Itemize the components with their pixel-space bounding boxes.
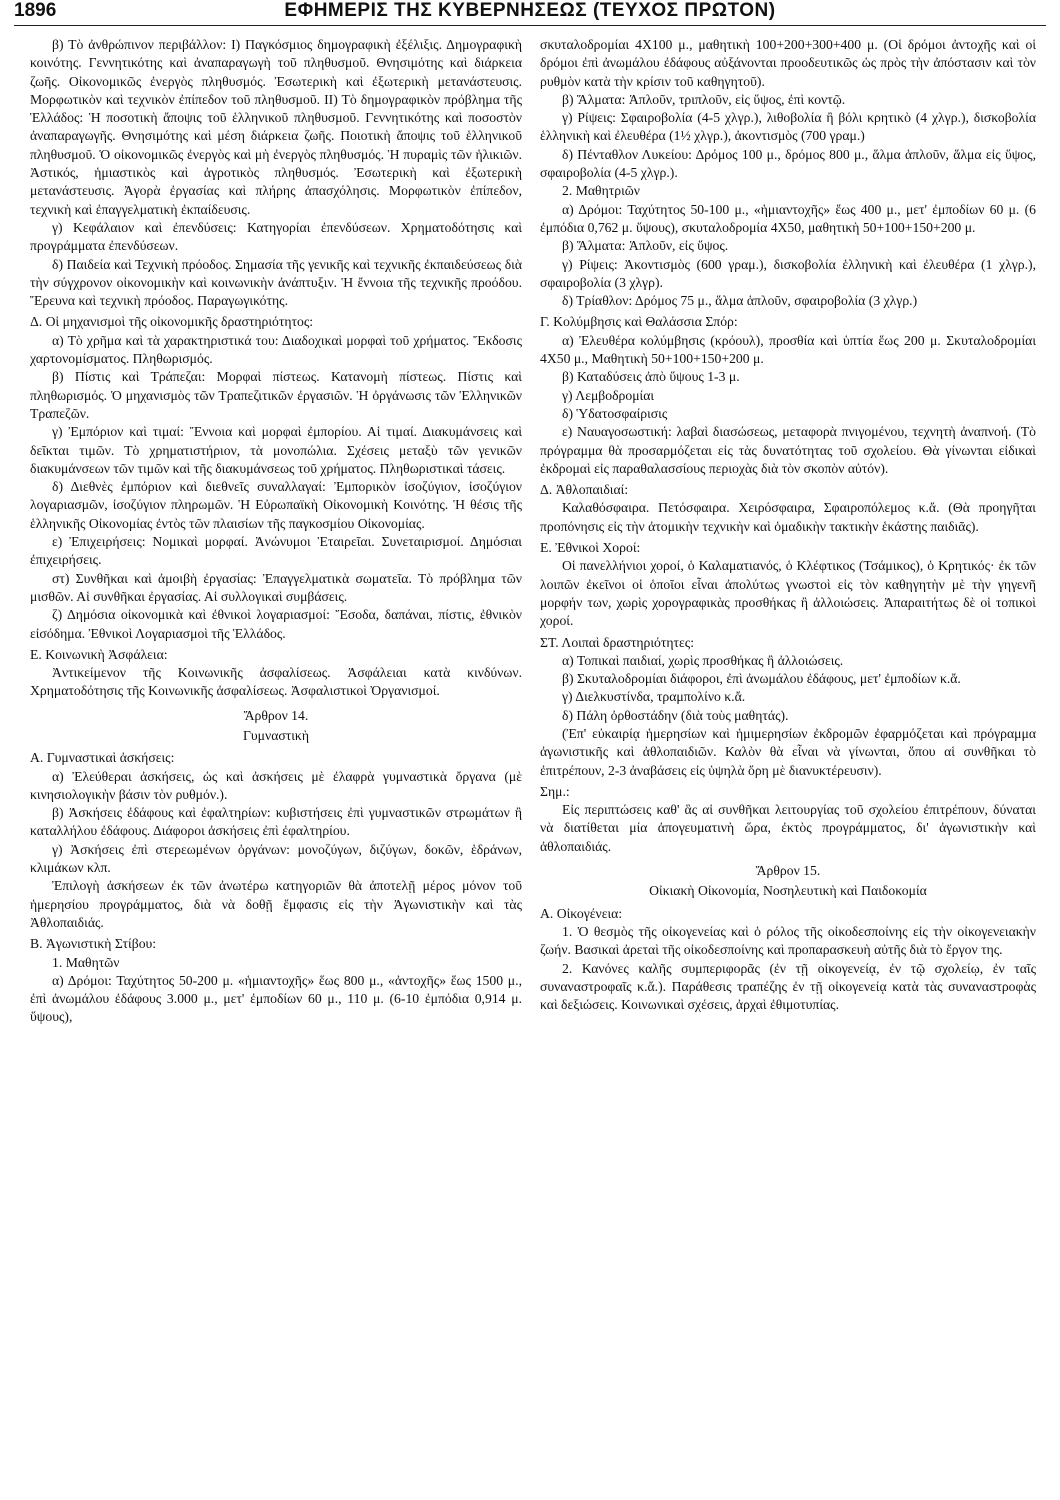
paragraph: γ) Ρίψεις: Ἀκοντισμὸς (600 γραμ.), δισκοβολία ἑλληνικὴ καὶ ἐλευθέρα (1 χλγρ.), σφαιροβολία (3 χλγρ). [540,256,1036,290]
paragraph: (Ἐπ' εὐκαιρίᾳ ἡμερησίων καὶ ἡμιμερησίων ἐκδρομῶν ἐφαρμόζεται καὶ πρόγραμμα ἀγωνιστικῆς καὶ ἀθλοπαιδιῶν. Καλὸν θὰ εἶναι νὰ γίνωνται, ὅπου αἱ συνθῆκαι τὸ ἐπιτρέπουν, 2-3 ἀναβάσεις εἰς ὑψηλὰ ὄρη μὲ διανυκτέρευσιν). [540,725,1036,778]
note-heading: Σημ.: [540,783,570,799]
article-number: Ἄρθρον 15. [755,863,821,879]
paragraph: γ) Ἀσκήσεις ἐπὶ στερεωμένων ὀργάνων: μονοζύγων, διζύγων, δοκῶν, ἑδράνων, κλιμάκων κλπ. [30,841,522,876]
paragraph: δ) Τρίαθλον: Δρόμος 75 μ., ἅλμα ἁπλοῦν, σφαιροβολία (3 χλγρ.) [562,293,918,309]
header-rule [14,25,1046,26]
paragraph: β) Ἅλματα: Ἁπλοῦν, τριπλοῦν, εἰς ὕψος, ἐπὶ κοντῷ. [562,91,846,107]
paragraph: β) Ἀσκήσεις ἐδάφους καὶ ἐφαλτηρίων: κυβιστήσεις ἐπὶ γυμναστικῶν στρωμάτων ἢ καταλλήλου ἐδάφους. Διάφοροι ἀσκήσεις ἐπὶ ἐφαλτηρίου. [30,805,522,839]
section-heading: Α. Οἰκογένεια: [540,905,623,921]
paragraph: ε) Ἐπιχειρήσεις: Νομικαὶ μορφαί. Ἀνώνυμοι Ἑταιρεῖαι. Συνεταιρισμοί. Δημόσιαι ἐπιχειρήσεις. [30,534,522,568]
section-heading: Δ. Ἀθλοπαιδιαί: [540,482,629,498]
paragraph: Ἐπιλογὴ ἀσκήσεων ἐκ τῶν ἀνωτέρω κατηγοριῶν θὰ ἀποτελῇ μέρος μόνον τοῦ ἡμερησίου προγράμματος, διὰ νὰ δοθῇ ἔμφασις εἰς τὴν Ἀγωνιστικὴν καὶ τὰς Ἀθλοπαιδιάς. [30,878,522,930]
paragraph: γ) Ρίψεις: Σφαιροβολία (4-5 χλγρ.), λιθοβολία ἢ βόλι κρητικὸ (4 χλγρ.), δισκοβολία ἑλληνικὴ καὶ ἐλευθέρα (1½ χλγρ.), ἀκοντισμὸς (700 γραμ.) [540,110,1036,144]
paragraph: στ) Συνθῆκαι καὶ ἀμοιβὴ ἐργασίας: Ἐπαγγελματικὰ σωματεῖα. Τὸ πρόβλημα τῶν μισθῶν. Αἱ συνθῆκαι ἐργασίας. Αἱ συλλογικαὶ συμβάσεις. [30,570,522,604]
paragraph: β) Καταδύσεις ἀπὸ ὕψους 1-3 μ. [562,369,740,385]
section-heading: Ε. Ἐθνικοὶ Χοροί: [540,540,641,556]
paragraph: δ) Ὑδατοσφαίρισις [562,405,668,421]
section-heading: ΣΤ. Λοιπαὶ δραστηριότητες: [540,634,695,650]
paragraph: 1. Ὁ θεσμὸς τῆς οἰκογενείας καὶ ὁ ρόλος τῆς οἰκοδεσποίνης εἰς τὴν οἰκογενειακὴν ζωήν. Βασικαὶ ἀρεταὶ τῆς οἰκοδεσποίνης καὶ προπαρασκευὴ αὐτῆς διὰ τὸ ἔργον της. [540,923,1036,958]
page-header [14,0,1046,22]
section-heading: Α. Γυμναστικαὶ ἀσκήσεις: [30,750,175,766]
paragraph: β) Τὸ ἀνθρώπινον περιβάλλον: Ι) Παγκόσμιος δημογραφικὴ ἐξέλιξις. Δημογραφικὴ κοινότης. Γεννητικότης καὶ ἀναπαραγωγὴ τοῦ πληθυσμοῦ. Θνησιμότης καὶ διάρκεια ζωῆς. Οἰκονομικῶς ἐνεργὸς πληθυσμός. Ἐσωτερικὴ καὶ ἐξωτερικὴ μετανάστευσις. Μορφωτικὸν καὶ τεχνικὸν ἐπίπεδον τοῦ πληθυσμοῦ. ΙΙ) Τὸ δημογραφικὸν πρόβλημα τῆς Ἑλλάδος: Ἡ ποσοτικὴ ἄποψις τοῦ ἑλληνικοῦ πληθυσμοῦ. Γεννητικότης καὶ ποσοστὸν ἀναπαραγωγῆς. Θνησιμότης καὶ μέση διάρκεια ζωῆς. Ποιοτικὴ ἄποψις τοῦ ἑλληνικοῦ πληθυσμοῦ. Ὁ οἰκονομικῶς ἐνεργὸς καὶ μὴ ἐνεργὸς πληθυσμός. Ἡ πυραμὶς τῶν ἡλικιῶν. Ἀστικός, ἡμιαστικὸς καὶ ἀγροτικὸς πληθυσμός. Ἐσωτερικὴ καὶ ἐξωτερικὴ μετανάστευσις. Ἀγορὰ ἐργασίας καὶ πλήρης ἀπασχόλησις. Μορφωτικὸν ἐπίπεδον, τεχνικὴ καὶ ἐπαγγελματικὴ ἐκπαίδευσις. [30,37,522,217]
paragraph: ζ) Δημόσια οἰκονομικὰ καὶ ἐθνικοὶ λογαριασμοί: Ἔσοδα, δαπάναι, πίστις, ἐθνικὸν εἰσόδημα. Ἐθνικοὶ Λογαριασμοὶ τῆς Ἑλλάδος. [30,607,522,641]
right-column [540,36,1036,1498]
paragraph: γ) Κεφάλαιον καὶ ἐπενδύσεις: Κατηγορίαι ἐπενδύσεων. Χρηματοδότησις καὶ προγράμματα ἐπενδύσεων. [30,219,522,254]
article-number: Ἄρθρον 14. [243,707,309,723]
paragraph: δ) Παιδεία καὶ Τεχνικὴ πρόοδος. Σημασία τῆς γενικῆς καὶ τεχνικῆς ἐκπαιδεύσεως διὰ τὴν σύγχρονον οἰκονομικὴν καὶ κοινωνικὴν ἀνάπτυξιν. Ἡ ἔννοια τῆς τεχνικῆς προόδου. Ἔρευνα καὶ τεχνικὴ πρόοδος. Παραγωγικότης. [30,256,522,309]
article-title: Οἰκιακὴ Οἰκονομία, Νοσηλευτικὴ καὶ Παιδοκομία [649,883,927,899]
left-column [30,36,522,1498]
paragraph: γ) Διελκυστίνδα, τραμπολίνο κ.ἄ. [562,689,746,705]
gazette-title: ΕΦΗΜΕΡΙΣ ΤΗΣ ΚΥΒΕΡΝΗΣΕΩΣ (ΤΕΥΧΟΣ ΠΡΩΤΟΝ) [284,0,776,21]
paragraph: Εἰς περιπτώσεις καθ' ἃς αἱ συνθῆκαι λειτουργίας τοῦ σχολείου ἐπιτρέπουν, δύναται νὰ διατίθεται μία ἀπογευματινὴ ὥρα, ἐκτὸς προγράμματος, δι' ἀγωνιστικὴν καὶ ἀθλοπαιδιάς. [540,802,1036,854]
paragraph: γ) Λεμβοδρομίαι [562,387,655,403]
page-number: 1896 [14,0,57,21]
article-title: Γυμναστικὴ [242,727,309,743]
paragraph: α) Δρόμοι: Ταχύτητος 50-200 μ. «ἡμιαντοχῆς» ἕως 800 μ., «ἀντοχῆς» ἕως 1500 μ., ἐπὶ ἀνωμάλου ἐδάφους 3.000 μ., μετ' ἐμποδίων 60 μ., 110 μ. (6-10 ἐμπόδια 0,914 μ. ὕψους), [30,972,522,1025]
paragraph: β) Πίστις καὶ Τράπεζαι: Μορφαὶ πίστεως. Κατανομὴ πίστεως. Πίστις καὶ πληθωρισμός. Ὁ μηχανισμὸς τῶν Τραπεζιτικῶν ἐργασιῶν. Ἡ ὀργάνωσις τῶν Ἑλληνικῶν Τραπεζῶν. [30,369,522,421]
section-heading: Γ. Κολύμβησις καὶ Θαλάσσια Σπόρ: [540,314,738,330]
paragraph: α) Δρόμοι: Ταχύτητος 50-100 μ., «ἡμιαντοχῆς» ἕως 400 μ., μετ' ἐμποδίων 60 μ. (6 ἐμπόδια 0,762 μ. ὕψους), σκυταλοδρομία 4Χ50, μαθητικὴ 50+100+150+200 μ. [540,201,1036,235]
section-heading: Ε. Κοινωνικὴ Ἀσφάλεια: [30,646,168,662]
paragraph: Ἀντικείμενον τῆς Κοινωνικῆς ἀσφαλίσεως. Ἀσφάλειαι κατὰ κινδύνων. Χρηματοδότησις τῆς Κοινωνικῆς ἀσφαλίσεως. Ἀσφαλιστικοὶ Ὀργανισμοί. [30,665,522,699]
paragraph: Καλαθόσφαιρα. Πετόσφαιρα. Χειρόσφαιρα, Σφαιροπόλεμος κ.ἄ. (Θὰ προηγῆται προπόνησις εἰς τὴν ἀτομικὴν τεχνικὴν καὶ ὁμαδικὴν τακτικὴν ἑκάστης παιδιᾶς). [540,500,1036,534]
sub-heading: 1. Μαθητῶν [52,954,120,970]
paragraph: β) Σκυταλοδρομίαι διάφοροι, ἐπὶ ἀνωμάλου ἐδάφους, μετ' ἐμποδίων κ.ἄ. [562,671,961,687]
paragraph: γ) Ἐμπόριον καὶ τιμαί: Ἔννοια καὶ μορφαὶ ἐμπορίου. Αἱ τιμαί. Διακυμάνσεις καὶ δεῖκται τιμῶν. Τὸ χρηματιστήριον, τὰ μονοπώλια. Σχέσεις μεταξὺ τῶν γενικῶν διακυμάνσεων τῶν τιμῶν καὶ τῆς διακυμάνσεως τοῦ χρήματος. Πληθωριστικαὶ τάσεις. [30,424,522,476]
paragraph: Οἱ πανελλήνιοι χοροί, ὁ Καλαματιανός, ὁ Κλέφτικος (Τσάμικος), ὁ Κρητικός· ἐκ τῶν λοιπῶν ἐκεῖνοι οἱ ὁποῖοι εἶναι ἀπολύτως γνωστοὶ εἰς τὸν καθηγητὴν μὲ τὴν γηγενῆ μορφήν των, χωρὶς χορογραφικὰς προσθήκας ἢ ἀλλοιώσεις. Ἀπαραιτήτως δὲ οἱ τοπικοὶ χοροί. [540,558,1036,629]
sub-heading: 2. Μαθητριῶν [562,183,640,199]
paragraph: 2. Κανόνες καλῆς συμπεριφορᾶς (ἐν τῇ οἰκογενείᾳ, ἐν τῷ σχολείῳ, ἐν ταῖς συναναστροφαῖς κ.ἄ.). Παράθεσις τραπέζης ἐν τῇ οἰκογενείᾳ κατὰ τὰς συναναστροφὰς καὶ δεξιώσεις. Κοινωνικαὶ σχέσεις, ἀρχαὶ ἐθιμοτυπίας. [540,960,1036,1013]
paragraph: σκυταλοδρομίαι 4Χ100 μ., μαθητικὴ 100+200+300+400 μ. (Οἱ δρόμοι ἀντοχῆς καὶ οἱ δρόμοι ἐπὶ ἀνωμάλου ἐδάφους αὐξάνονται προοδευτικῶς ὡς πρὸς τὴν ἀπόστασιν καὶ τὸν ρυθμὸν κατὰ τὴν κρίσιν τοῦ καθηγητοῦ). [540,37,1036,89]
section-heading: Β. Ἀγωνιστικὴ Στίβου: [30,936,157,952]
paragraph: δ) Πένταθλον Λυκείου: Δρόμος 100 μ., δρόμος 800 μ., ἅλμα ἁπλοῦν, ἅλμα εἰς ὕψος, σφαιροβολία (4-5 χλγρ.). [540,146,1036,181]
paragraph: β) Ἅλματα: Ἁπλοῦν, εἰς ὕψος. [562,238,729,254]
paragraph: α) Τὸ χρῆμα καὶ τὰ χαρακτηριστικά του: Διαδοχικαὶ μορφαὶ τοῦ χρήματος. Ἔκδοσις χαρτονομίσματος. Πληθωρισμός. [30,332,522,367]
paragraph: α) Τοπικαὶ παιδιαί, χωρὶς προσθήκας ἢ ἀλλοιώσεις. [562,652,844,668]
paragraph: ε) Ναυαγοσωστική: λαβαὶ διασώσεως, μεταφορὰ πνιγομένου, τεχνητὴ ἀναπνοή. (Τὸ πρόγραμμα θὰ προσαρμόζεται εἰς τὰς δυνατότητας τοῦ σχολείου. Θὰ γίνωνται εἰδικαὶ ἐκδρομαὶ εἰς παραθαλασσίους περιοχὰς διὰ τὸν σκοπὸν αὐτόν). [540,424,1036,476]
paragraph: α) Ἐλευθέρα κολύμβησις (κρόουλ), προσθία καὶ ὑπτία ἕως 200 μ. Σκυταλοδρομίαι 4Χ50 μ., Μαθητικὴ 50+100+150+200 μ. [540,332,1036,367]
paragraph: δ) Διεθνὲς ἐμπόριον καὶ διεθνεῖς συναλλαγαί: Ἐμπορικὸν ἰσοζύγιον, ἰσοζύγιον λογαριασμῶν, ἰσοζύγιον πληρωμῶν. Ἡ Εὐρωπαϊκὴ Οἰκονομικὴ Κοινότης. Ἡ θέσις τῆς ἑλληνικῆς Οἰκονομίας ἐντὸς τῶν πλαισίων τῆς παγκοσμίου Οἰκονομίας. [30,479,522,531]
paragraph: α) Ἐλεύθεραι ἀσκήσεις, ὡς καὶ ἀσκήσεις μὲ ἐλαφρὰ γυμναστικὰ ὄργανα (μὲ κινησιολογικὴν βάσιν τὸν ρυθμόν.). [30,768,522,802]
paragraph: δ) Πάλη ὀρθοστάδην (διὰ τοὺς μαθητάς). [562,707,789,723]
section-heading: Δ. Οἱ μηχανισμοὶ τῆς οἰκονομικῆς δραστηριότητος: [30,314,314,330]
